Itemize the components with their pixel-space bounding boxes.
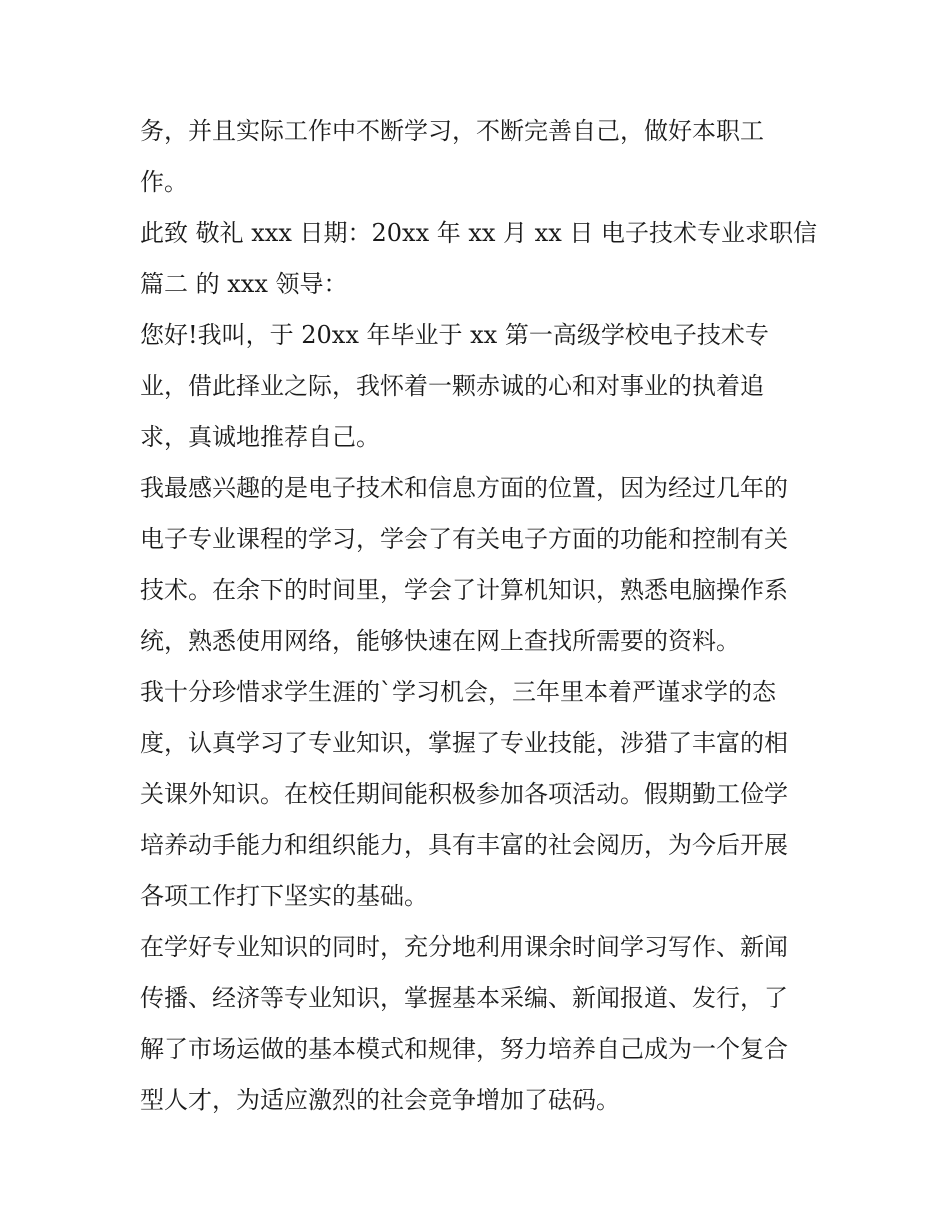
paragraph-closing-duty — [140, 106, 820, 208]
text-line: 电子专业课程的学习，学会了有关电子方面的功能和控制有关 — [140, 525, 788, 553]
text-line: 关课外知识。在校任期间能积极参加各项活动。假期勤工俭学 — [140, 780, 788, 808]
text-line: 业，借此择业之际，我怀着一颗赤诚的心和对事业的执着追 — [140, 372, 764, 400]
text-line: 统，熟悉使用网络，能够快速在网上查找所需要的资料。 — [140, 627, 740, 655]
document-body — [140, 106, 820, 1126]
text-line: 培养动手能力和组织能力，具有丰富的社会阅历，为今后开展 — [140, 831, 788, 859]
text-line: 在学好专业知识的同时，充分地利用课余时间学习写作、新闻 — [140, 933, 788, 961]
paragraph-interests — [140, 463, 820, 667]
text-line: 篇二 的 xxx 领导： — [140, 270, 348, 298]
text-line: 务，并且实际工作中不断学习，不断完善自己，做好本职工 — [140, 117, 764, 145]
paragraph-introduction — [140, 310, 820, 463]
text-line: 解了市场运做的基本模式和规律，努力培养自己成为一个复合 — [140, 1035, 788, 1063]
text-line: 作。 — [140, 168, 188, 196]
paragraph-salutation — [140, 208, 820, 310]
text-line: 技术。在余下的时间里，学会了计算机知识，熟悉电脑操作系 — [140, 576, 788, 604]
text-line: 度，认真学习了专业知识，掌握了专业技能，涉猎了丰富的相 — [140, 729, 788, 757]
text-line: 我最感兴趣的是电子技术和信息方面的位置，因为经过几年的 — [140, 474, 788, 502]
text-line: 此致 敬礼 xxx 日期：20xx 年 xx 月 xx 日 电子技术专业求职信 — [140, 219, 818, 247]
paragraph-extra-skills — [140, 922, 820, 1126]
text-line: 传播、经济等专业知识，掌握基本采编、新闻报道、发行，了 — [140, 984, 788, 1012]
text-line: 型人才，为适应激烈的社会竞争增加了砝码。 — [140, 1086, 620, 1114]
text-line: 我十分珍惜求学生涯的`学习机会，三年里本着严谨求学的态 — [140, 678, 776, 706]
text-line: 您好!我叫，于 20xx 年毕业于 xx 第一高级学校电子技术专 — [140, 321, 769, 349]
text-line: 求，真诚地推荐自己。 — [140, 423, 380, 451]
text-line: 各项工作打下坚实的基础。 — [140, 882, 428, 910]
paragraph-study-experience — [140, 667, 820, 922]
